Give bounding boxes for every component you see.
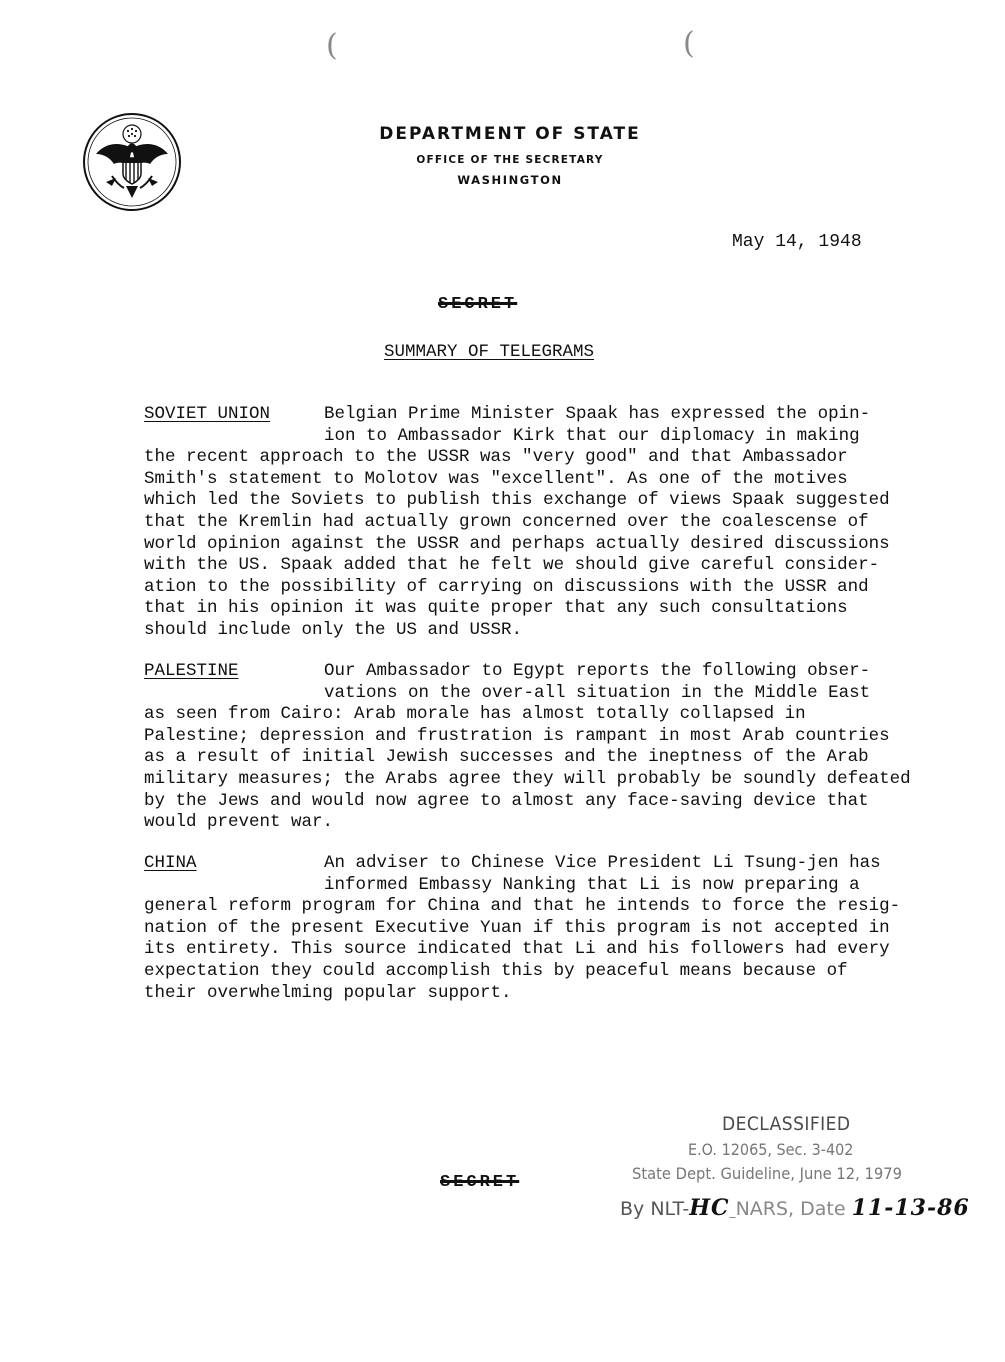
stamp-handwritten-date: 11-13-86 [851,1195,970,1221]
classification-marking-top: SECRET [438,295,518,314]
section-line: ation to the possibility of carrying on discussions with the USSR and [144,576,869,597]
section-palestine [144,661,934,834]
stamp-guideline: State Dept. Guideline, June 12, 1979 [632,1164,902,1183]
section-line: as a result of initial Jewish successes and the ineptness of the Arab [144,747,869,768]
section-line: expectation they could accomplish this by peaceful means because of [144,960,848,981]
stamp-nars-label: NARS, Date [735,1198,846,1220]
section-line: world opinion against the USSR and perhaps actually desired discussions [144,533,890,554]
letterhead [300,124,720,187]
section-line: should include only the US and USSR. [144,619,523,640]
section-line: with the US. Spaak added that he felt we should give careful consider- [144,555,880,576]
section-line: An adviser to Chinese Vice President Li Tsung-jen has [324,853,881,873]
section-line: that in his opinion it was quite proper that any such consultations [144,598,848,619]
section-line: its entirety. This source indicated that Li and his followers had every [144,939,890,960]
stamp-authorization-row [620,1195,970,1221]
section-line: the recent approach to the USSR was "very good" and that Ambassador [144,447,848,468]
stamp-authority: E.O. 12065, Sec. 3-402 [688,1140,854,1159]
city-line: WASHINGTON [457,173,563,187]
section-line: informed Embassy Nanking that Li is now preparing a [324,874,860,895]
section-china [144,853,934,1004]
section-label: PALESTINE [144,661,239,681]
office-line: OFFICE OF THE SECRETARY [416,154,604,166]
section-line: their overwhelming popular support. [144,982,512,1003]
stamp-by-prefix: By NLT- [620,1198,690,1220]
section-line: would prevent war. [144,812,334,833]
section-line: military measures; the Arabs agree they will probably be soundly defeated [144,768,911,789]
section-line: Belgian Prime Minister Spaak has expressed the opin- [324,404,871,424]
document-date: May 14, 1948 [732,232,862,252]
margin-mark-right: ( [683,26,695,61]
section-line: which led the Soviets to publish this exchange of views Spaak suggested [144,490,890,511]
section-soviet-union [144,404,934,642]
section-line: that the Kremlin had actually grown concerned over the coalescense of [144,511,869,532]
section-line: general reform program for China and that he intends to force the resig- [144,896,901,917]
section-line: Palestine; depression and frustration is rampant in most Arab countries [144,725,890,746]
section-line: ion to Ambassador Kirk that our diplomacy in making [324,425,860,446]
section-line: Smith's statement to Molotov was "excellent". As one of the motives [144,468,848,489]
section-label: CHINA [144,853,197,873]
section-line: nation of the present Executive Yuan if this program is not accepted in [144,917,890,938]
section-line: by the Jews and would now agree to almost any face-saving device that [144,790,869,811]
section-line: Our Ambassador to Egypt reports the following obser- [324,661,871,681]
document-heading: SUMMARY OF TELEGRAMS [384,342,595,362]
department-title: DEPARTMENT OF STATE [379,124,641,144]
stamp-title: DECLASSIFIED [722,1113,851,1135]
department-seal-icon [82,112,182,212]
margin-mark-left: ( [326,28,338,63]
stamp-initials: HC [689,1195,730,1221]
section-line: vations on the over-all situation in the Middle East [324,682,871,703]
classification-marking-bottom: SECRET [440,1173,520,1192]
section-label: SOVIET UNION [144,404,271,424]
section-line: as seen from Cairo: Arab morale has almost totally collapsed in [144,704,806,725]
